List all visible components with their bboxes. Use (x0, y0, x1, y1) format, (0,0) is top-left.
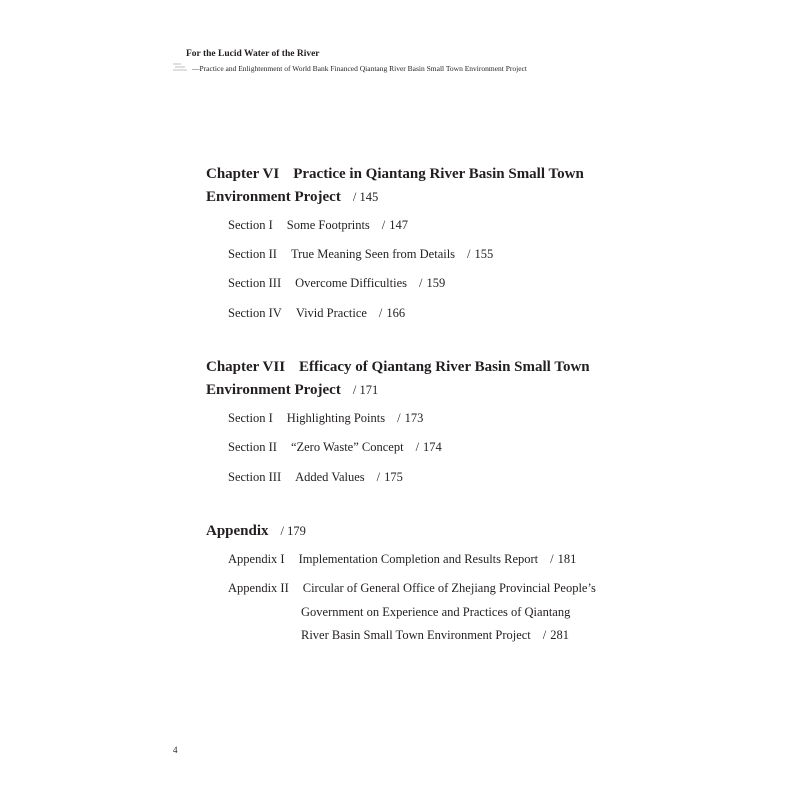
chapter-6-title[interactable]: Chapter VI Practice in Qiantang River Basin Small Town (206, 166, 584, 182)
toc-entry[interactable]: Section II “Zero Waste” Concept / 174 (228, 440, 442, 454)
running-header-title: For the Lucid Water of the River (186, 49, 320, 59)
toc-entry[interactable]: Section I Some Footprints / 147 (228, 218, 409, 232)
toc-entry-cont[interactable]: Government on Experience and Practices of Qiantang (301, 605, 571, 619)
toc-entry[interactable]: Section II True Meaning Seen from Details / 155 (228, 247, 494, 261)
chapter-7-title-cont[interactable]: Environment Project / 171 (206, 382, 379, 398)
chapter-7-title[interactable]: Chapter VII Efficacy of Qiantang River Basin Small Town (206, 359, 590, 375)
toc-entry[interactable]: Section I Highlighting Points / 173 (228, 411, 424, 425)
toc-entry[interactable]: Appendix II Circular of General Office of Zhejiang Provincial People’s (228, 581, 596, 595)
page-number: 4 (173, 745, 178, 755)
toc-entry[interactable]: Section IV Vivid Practice / 166 (228, 306, 406, 320)
toc-entry[interactable]: Section III Added Values / 175 (228, 470, 403, 484)
toc-entry-cont[interactable]: River Basin Small Town Environment Project / 281 (301, 628, 570, 642)
appendix-title[interactable]: Appendix / 179 (206, 523, 306, 539)
wave-logo-icon (172, 62, 190, 72)
toc-entry[interactable]: Appendix I Implementation Completion and Results Report / 181 (228, 552, 577, 566)
toc-entry[interactable]: Section III Overcome Difficulties / 159 (228, 276, 446, 290)
chapter-6-title-cont[interactable]: Environment Project / 145 (206, 189, 379, 205)
running-header-subtitle: —Practice and Enlightenment of World Bank Financed Qiantang River Basin Small Town Environment Project (192, 64, 527, 73)
